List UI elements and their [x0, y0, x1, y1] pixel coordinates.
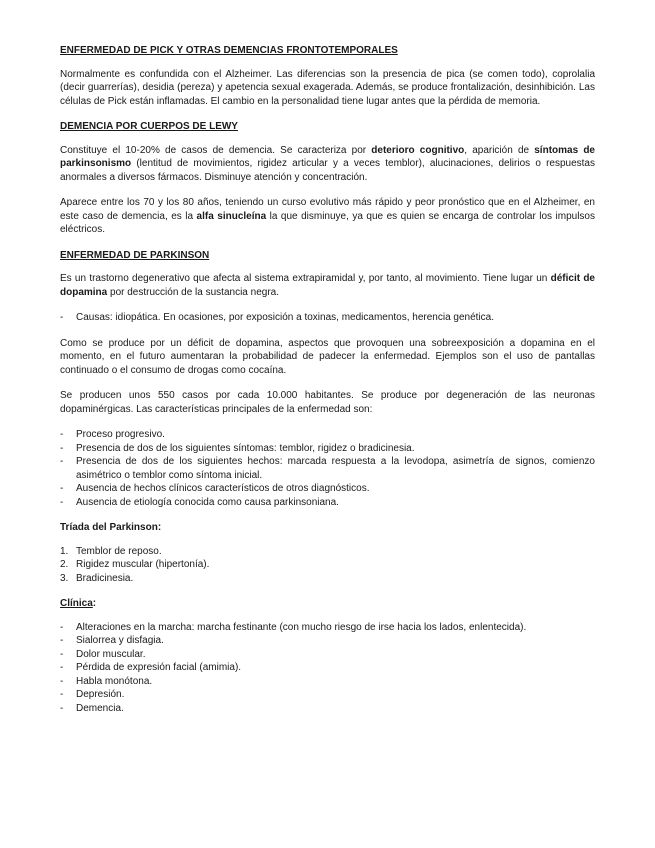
clinica-list — [60, 621, 595, 716]
paragraph-lewy-1: Constituye el 10-20% de casos de demencia. Se caracteriza por deterioro cognitivo, aparición de síntomas de parkinsonismo (lentitud de movimientos, rigidez articular y a veces temblor), alucinaciones, delirios o respuestas anormales a diversos fármacos. Disminuye atención y concentración. — [60, 144, 595, 183]
section-title-parkinson: ENFERMEDAD DE PARKINSON — [60, 249, 210, 261]
paragraph-lewy-2: Aparece entre los 70 y los 80 años, teniendo un curso evolutivo más rápido y peor pronóstico que en el Alzheimer, en este caso de demencia, es la alfa sinucleína la que disminuye, ya que es quien se encarga de controlar los impulsos eléctricos. — [60, 197, 595, 235]
list-item: - Proceso progresivo. — [60, 429, 165, 440]
list-item: - Depresión. — [60, 689, 125, 700]
causas-list — [60, 311, 595, 325]
list-item: - Dolor muscular. — [60, 648, 146, 660]
list-item: 3. Bradicinesia. — [60, 572, 134, 584]
list-item: - Sialorrea y disfagia. — [60, 635, 164, 646]
paragraph-parkinson-1: Es un trastorno degenerativo que afecta al sistema extrapiramidal y, por tanto, al movimiento. Tiene lugar un déficit de dopamina por destrucción de la sustancia negra. — [60, 273, 595, 298]
clinica-title: Clínica: — [60, 598, 97, 609]
list-item: - Presencia de dos de los siguientes hechos: marcada respuesta a la levodopa, asimetría de signos, comienzo asimétrico o temblor como síntoma inicial. — [60, 456, 595, 481]
paragraph-parkinson-3: Se producen unos 550 casos por cada 10.000 habitantes. Se produce por degeneración de las neuronas dopaminérgicas. Las características principales de la enfermedad son: — [60, 390, 595, 415]
paragraph-pick: Normalmente es confundida con el Alzheimer. Las diferencias son la presencia de pica (se comen todo), coprolalia (decir guarrerías), desidia (pereza) y apetencia sexual exagerada. Además, se produce frontalización, desinhibición. Las células de Pick están inflamadas. El cambio en la personalidad tiene lugar antes que la pérdida de memoria. — [60, 68, 595, 107]
list-item: - Presencia de dos de los siguientes síntomas: temblor, rigidez o bradicinesia. — [60, 442, 415, 454]
list-item: 2. Rigidez muscular (hipertonía). — [60, 559, 210, 570]
features-list — [60, 428, 595, 509]
document-page — [60, 44, 595, 727]
list-item: - Ausencia de etiología conocida como causa parkinsoniana. — [60, 496, 339, 508]
triada-title: Tríada del Parkinson: — [60, 522, 162, 533]
triada-list — [60, 545, 595, 586]
list-item: - Ausencia de hechos clínicos característicos de otros diagnósticos. — [60, 483, 370, 494]
section-title-lewy: DEMENCIA POR CUERPOS DE LEWY — [60, 121, 238, 132]
list-item: 1. Temblor de reposo. — [60, 545, 162, 557]
list-item: - Causas: idiopática. En ocasiones, por exposición a toxinas, medicamentos, herencia genética. — [60, 312, 495, 323]
paragraph-parkinson-2: Como se produce por un déficit de dopamina, aspectos que provoquen una sobreexposición a dopamina en el momento, en el futuro aumentaran la probabilidad de padecer la enfermedad. Ejemplos son el uso de pantallas continuado o el consumo de drogas como cocaína. — [60, 337, 595, 376]
list-item: - Alteraciones en la marcha: marcha festinante (con mucho riesgo de irse hacia los lados, enlentecida). — [60, 621, 527, 633]
list-item: - Pérdida de expresión facial (amimia). — [60, 662, 242, 673]
list-item: - Habla monótona. — [60, 675, 153, 687]
section-title-pick: ENFERMEDAD DE PICK Y OTRAS DEMENCIAS FRONTOTEMPORALES — [60, 45, 398, 56]
list-item: - Demencia. — [60, 702, 124, 714]
